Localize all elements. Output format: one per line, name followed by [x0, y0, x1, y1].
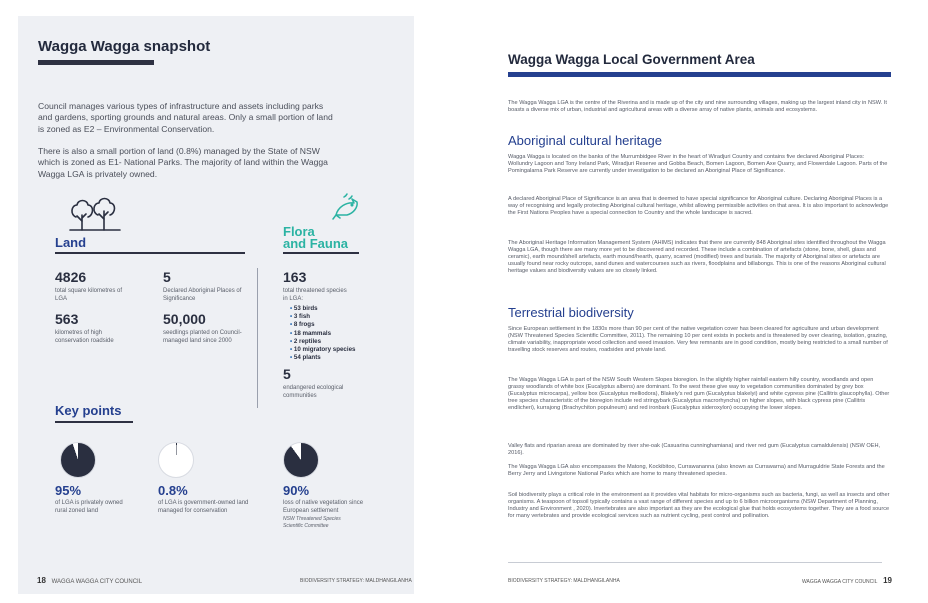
list-item: • 2 reptiles [290, 338, 355, 346]
aboriginal-heading: Aboriginal cultural heritage [508, 133, 662, 148]
land-heading-underline [55, 252, 245, 254]
stat-places-value: 5 [163, 269, 171, 285]
terrestrial-paragraph: The Wagga Wagga LGA also encompasses the Matong, Kockibitoo, Currawananna (also known as Currawarna) and Murraguldrie State Forests and the Berry Jerry and Livingstone National Parks which are home to many threatened species. [508, 464, 885, 478]
stat-threatened-label: total threatened species in LGA: [283, 288, 347, 302]
snapshot-title: Wagga Wagga snapshot [38, 38, 211, 55]
stat-roadside-label: kilometres of high conservation roadside [55, 330, 114, 344]
list-item: • 53 birds [290, 305, 355, 313]
flora-heading-underline [283, 252, 359, 254]
list-item: • 3 fish [290, 313, 355, 321]
land-heading: Land [55, 235, 87, 250]
page-number: 19 [883, 576, 892, 585]
list-item: • 8 frogs [290, 321, 355, 329]
key-points-underline [55, 421, 133, 423]
lga-title: Wagga Wagga Local Government Area [508, 52, 755, 67]
footer-org: WAGGA WAGGA CITY COUNCIL [51, 579, 143, 585]
right-footer [802, 576, 896, 585]
aboriginal-paragraph: A declared Aboriginal Place of Significance is an area that is deemed to have special significance for Aboriginal culture. Declaring Aboriginal Places is a way of recognising and legally protecting Aboriginal cultural heritage, whilst allowing permissible activities on that area. It is also important to acknowledge the First Nations Peoples have a special connection to Country and the whole landscape is sacred. [508, 196, 889, 217]
title-underline [38, 60, 154, 65]
terrestrial-paragraph: Valley flats and riparian areas are dominated by river she-oak (Casuarina cunninghamiana) and river red gum (Eucalyptus camaldulensis) (NSW OEH, 2016). [508, 443, 881, 457]
stat-places-label: Declared Aboriginal Places of Significance [163, 288, 242, 302]
column-divider [257, 268, 258, 408]
key-point-percent: 0.8% [158, 483, 188, 498]
stat-seedlings-label: seedlings planted on Council-managed land since 2000 [163, 330, 242, 344]
stat-roadside-value: 563 [55, 311, 79, 327]
stat-seedlings-value: 50,000 [163, 311, 206, 327]
terrestrial-heading: Terrestrial biodiversity [508, 305, 634, 320]
trees-icon [68, 197, 122, 238]
stat-communities-label: endangered ecological communities [283, 385, 344, 399]
terrestrial-paragraph: The Wagga Wagga LGA is part of the NSW South Western Slopes bioregion. In the slightly higher rainfall eastern hilly country, woodlands and open grassy woodlands of white box (Eucalyptus albens) are dominant. To the west these give way to vegetation communities dominated by grey box (Eucalyptus microcarpa), yellow box (Eucalyptus melliodora), Blakely's red gum (Eucalyptus blakelyi) and white cypress pine (Callitris glaucophylla). Other tree species characteristic of the bioregion include red stringybark (Eucalyptus macrorhyncha) on higher slopes, with black cypress pine (Callitris endlicheri), kurrajong (Brachychiton populneum) and red ironbark (Eucalyptus sideroxylon) occupying the lower slopes. [508, 377, 890, 412]
footer-doc-title: BIODIVERSITY STRATEGY: MALDHANGILANHA [508, 578, 620, 584]
fish-icon [332, 193, 360, 226]
intro-paragraph-1: Council manages various types of infrastructure and assets including parks and gardens, sporting grounds and natural areas. Only a small portion of land is zoned as E2 – Environmental Conservation. [38, 101, 333, 134]
aboriginal-paragraph: Wagga Wagga is located on the banks of the Murrumbidgee River in the heart of Wiradjuri Country and contains five declared Aboriginal Places: Wollundry Lagoon and Tony Ireland Park, Wiradjuri Reserve and Gobba Beach, Bomen Lagoon, Bomen Axe Quarry, and Flowerdale Lagoon. Parts of the Pomingalarna Park Reserve are currently under investigation to be declared an Aboriginal Place of Significance. [508, 154, 888, 175]
key-point-source-note: NSW Threatened Species Scientific Committee [283, 516, 341, 529]
intro-paragraph-2: There is also a small portion of land (0.8%) managed by the State of NSW which is zoned as E1- National Parks. The majority of land within the Wagga Wagga LGA is privately owned. [38, 146, 328, 179]
stat-area-label: total square kilometres of LGA [55, 288, 123, 302]
aboriginal-paragraph: The Aboriginal Heritage Information Management System (AHIMS) indicates that there are currently 848 Aboriginal sites identified throughout the Wagga Wagga LGA, though there are many more yet to be discovered and recorded. These include a combination of artefacts (stone, bone, shell, glass and ceramic), earth mound/shell artefacts, earth mound/hearth, quarry, scarred (modified) trees and burials. The majority of Aboriginal sites or artefacts are usually found near rocky outcrops, sand dunes and watercourses such as rivers, floodplains and billabongs. This is one of the reasons Aboriginal cultural heritage values and biodiversity values are so closely linked. [508, 240, 886, 275]
key-point-percent: 90% [283, 483, 310, 498]
key-point-label: of LGA is privately owned rural zoned land [55, 500, 123, 514]
footer-divider [508, 562, 882, 563]
lga-intro: The Wagga Wagga LGA is the centre of the Riverina and is made up of the city and nine surrounding villages, making up the largest inland city in NSW. It boasts a diverse mix of urban, industrial and agricultural areas with a diverse array of native plants, animals and ecosystems. [508, 100, 887, 114]
stat-communities-value: 5 [283, 366, 291, 382]
key-point-label: of LGA is government-owned land managed for conservation [158, 500, 249, 514]
terrestrial-paragraph: Since European settlement in the 1830s more than 90 per cent of the native vegetation cover has been cleared for agriculture and urban development (NSW Threatened Species Scientific Committee, 2011). The remaining 10 per cent exists in pockets and is threatened by over clearing, isolation, grazing, climate variability, inappropriate wood collection and weed invasion. Very few remnants are in good condition, mostly being restricted to a small number of travelling stock reserves and routes, roadsides and private land. [508, 326, 888, 354]
pie-vegetation-loss [283, 442, 319, 478]
stat-threatened-value: 163 [283, 269, 307, 285]
list-item: • 10 migratory species [290, 346, 355, 354]
flora-heading-line1: Flora [283, 224, 315, 239]
flora-heading-line2: and Fauna [283, 236, 349, 251]
footer-org: WAGGA WAGGA CITY COUNCIL [802, 579, 878, 585]
lga-title-underline [508, 72, 891, 77]
page-number: 18 [37, 576, 46, 585]
left-footer [37, 576, 142, 585]
species-list [290, 305, 355, 362]
list-item: • 18 mammals [290, 330, 355, 338]
pie-conservation-land [158, 442, 194, 478]
stat-area-value: 4826 [55, 269, 87, 285]
footer-doc-title: BIODIVERSITY STRATEGY: MALDHANGILANHA [300, 578, 412, 584]
key-point-percent: 95% [55, 483, 82, 498]
list-item: • 54 plants [290, 354, 355, 362]
key-points-heading: Key points [55, 403, 122, 418]
pie-private-land [60, 442, 96, 478]
terrestrial-paragraph: Soil biodiversity plays a critical role in the environment as it provides vital habitats for micro-organisms such as bacteria, fungi, as well as insects and other organisms. A teaspoon of topsoil typically contains a vast range of different species and up to 6 billion microorganisms (NSW Department of Planning, Industry and Environment , 2020). Invertebrates are also important as they are the ecological glue that holds ecosystems together. They are a food source for many vertebrates and provide ecological services such as nutrient cycling, pest control and pollination. [508, 492, 890, 520]
key-point-label: loss of native vegetation since European settlement [283, 500, 364, 514]
